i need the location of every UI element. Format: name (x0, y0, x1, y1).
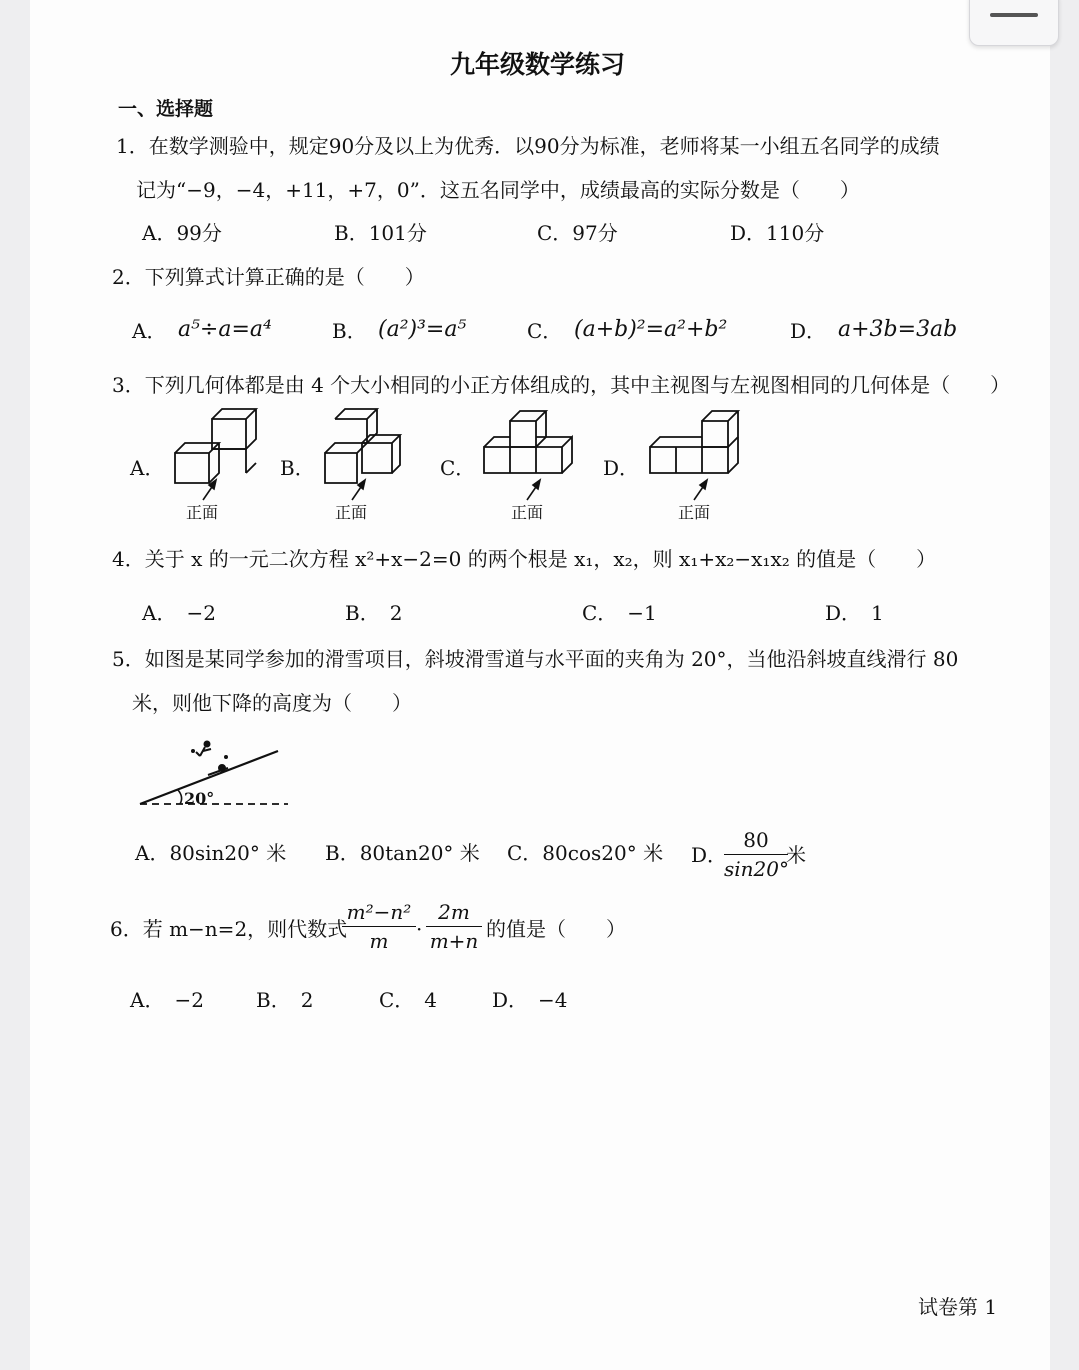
q5-option-a: A．80sin20° 米 (135, 841, 287, 865)
fraction-numerator: 80 (724, 828, 788, 855)
front-view-label-d: 正面 (678, 503, 711, 522)
q6-fraction-2 (426, 900, 482, 953)
q2-option-d-expr: a+3b=3ab (838, 317, 958, 342)
q1-option-d: D．110分 (730, 221, 825, 245)
q2-option-a-expr: a⁵÷a=a⁴ (178, 317, 272, 342)
section-heading: 一、选择题 (118, 98, 214, 120)
front-view-label-b: 正面 (335, 503, 368, 522)
q6-text-tail: 的值是（ ） (486, 917, 626, 941)
angle-label: 20° (184, 789, 215, 808)
q5-option-d-fraction (724, 828, 788, 881)
multiply-dot: · (416, 917, 423, 941)
skier-icon (192, 742, 228, 776)
page-title: 九年级数学练习 (450, 50, 626, 79)
q4-option-c: C． −1 (582, 601, 657, 625)
q3-option-a-label: A． (130, 456, 165, 480)
q6-option-c: C． 4 (379, 988, 438, 1012)
q2-option-c-label: C． (527, 319, 563, 343)
fraction-denominator: m (369, 929, 389, 953)
q1-option-a: A．99分 (142, 221, 222, 245)
fraction-denominator: m+n (429, 929, 479, 953)
q2-text: 2．下列算式计算正确的是（ ） (112, 265, 425, 289)
q6-option-b: B． 2 (256, 988, 314, 1012)
q2-option-b-expr: (a²)³=a⁵ (378, 317, 467, 342)
q5-text-line2: 米，则他下降的高度为（ ） (132, 691, 412, 715)
q6-fraction-1 (342, 900, 416, 953)
q5-text-line1: 5．如图是某同学参加的滑雪项目，斜坡滑雪道与水平面的夹角为 20°，当他沿斜坡直线滑行 80 (112, 647, 959, 671)
q1-option-c: C．97分 (537, 221, 618, 245)
q3-text: 3．下列几何体都是由 4 个大小相同的小正方体组成的，其中主视图与左视图相同的几何体是（ ） (112, 373, 1011, 397)
q4-option-d: D． 1 (825, 601, 884, 625)
q5-option-b: B．80tan20° 米 (325, 841, 480, 865)
front-view-label-a: 正面 (186, 503, 219, 522)
q2-option-d-label: D． (790, 319, 827, 343)
q2-option-c-expr: (a+b)²=a²+b² (574, 317, 728, 342)
q5-option-d-label: D． (691, 843, 728, 867)
q5-option-c: C．80cos20° 米 (507, 841, 664, 865)
q4-option-b: B． 2 (345, 601, 403, 625)
q5-option-d-unit: 米 (786, 843, 806, 867)
fraction-numerator: m²−n² (342, 900, 416, 927)
q4-option-a: A． −2 (142, 601, 216, 625)
q1-text-line2: 记为“−9，−4，+11，+7，0”．这五名同学中，成绩最高的实际分数是（ ） (136, 178, 860, 202)
q1-option-b: B．101分 (334, 221, 427, 245)
q6-text-lead: 6．若 m−n=2，则代数式 (110, 917, 348, 941)
fraction-numerator: 2m (426, 900, 482, 927)
fraction-denominator: sin20° (724, 857, 789, 881)
q3-option-d-label: D． (603, 456, 640, 480)
q3-option-c-label: C． (440, 456, 476, 480)
q2-option-b-label: B． (332, 319, 367, 343)
q6-option-d: D． −4 (492, 988, 568, 1012)
q2-option-a-label: A． (132, 319, 167, 343)
q6-option-a: A． −2 (130, 988, 204, 1012)
q3-option-b-label: B． (280, 456, 315, 480)
q4-text: 4．关于 x 的一元二次方程 x²+x−2=0 的两个根是 x₁，x₂，则 x₁+x₂−x₁x₂ 的值是（ ） (112, 547, 937, 571)
q1-text-line1: 1．在数学测验中，规定90分及以上为优秀．以90分为标准，老师将某一小组五名同学的成绩 (116, 134, 940, 158)
page-footer: 试卷第 1 (918, 1295, 998, 1319)
front-view-label-c: 正面 (511, 503, 544, 522)
